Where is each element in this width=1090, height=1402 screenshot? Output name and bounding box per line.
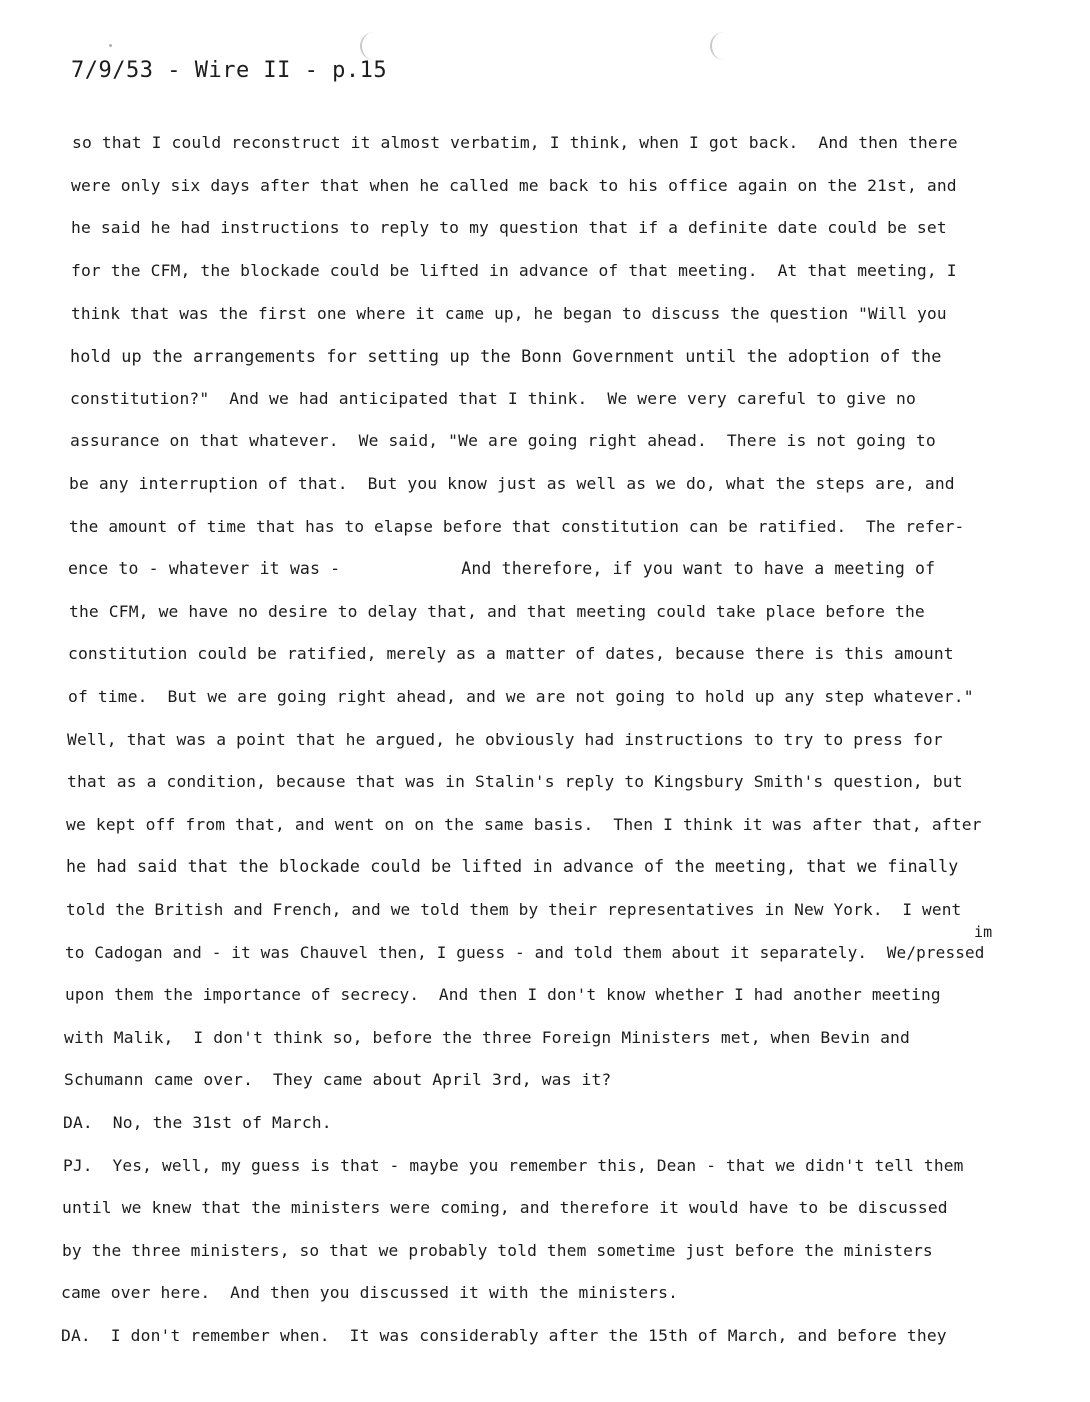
body-line: to Cadogan and - it was Chauvel then, I guess - and told them about it separately. We/pressed xyxy=(65,943,985,962)
body-line: Well, that was a point that he argued, he obviously had instructions to try to press for xyxy=(67,730,943,749)
body-line: of time. But we are going right ahead, and we are not going to hold up any step whatever." xyxy=(68,687,974,706)
body-line: think that was the first one where it came up, he began to discuss the question "Will you xyxy=(71,304,947,323)
body-line: we kept off from that, and went on on the same basis. Then I think it was after that, after xyxy=(66,815,982,834)
paper-speck xyxy=(109,44,112,47)
body-line: for the CFM, the blockade could be lifted in advance of that meeting. At that meeting, I xyxy=(71,261,957,280)
body-line: with Malik, I don't think so, before the three Foreign Ministers met, when Bevin and xyxy=(64,1028,910,1047)
speaker-line-da: DA. No, the 31st of March. xyxy=(63,1113,332,1132)
punch-hole-mark-left xyxy=(360,32,376,60)
body-line: ence to - whatever it was - And therefore, if you want to have a meeting of xyxy=(68,559,936,578)
body-line: be any interruption of that. But you know just as well as we do, what the steps are, and xyxy=(69,474,955,493)
body-line: until we knew that the ministers were coming, and therefore it would have to be discussed xyxy=(62,1198,948,1217)
page-reference-header: 7/9/53 - Wire II - p.15 xyxy=(71,58,388,83)
body-line: assurance on that whatever. We said, "We are going right ahead. There is not going to xyxy=(70,431,936,450)
body-line: were only six days after that when he called me back to his office again on the 21st, and xyxy=(71,176,957,195)
body-line: he said he had instructions to reply to my question that if a definite date could be set xyxy=(71,218,947,237)
speaker-line-da: DA. I don't remember when. It was considerably after the 15th of March, and before they xyxy=(61,1326,947,1345)
body-line: upon them the importance of secrecy. And then I don't know whether I had another meeting xyxy=(65,985,941,1004)
punch-hole-mark-right xyxy=(710,32,726,60)
body-line: came over here. And then you discussed it with the ministers. xyxy=(61,1283,679,1302)
body-line: the amount of time that has to elapse before that constitution can be ratified. The refer- xyxy=(69,517,965,536)
body-line: Schumann came over. They came about April 3rd, was it? xyxy=(64,1070,612,1089)
body-line: constitution?" And we had anticipated that I think. We were very careful to give no xyxy=(70,389,916,408)
body-line: by the three ministers, so that we probably told them sometime just before the ministers xyxy=(62,1241,933,1260)
body-line: hold up the arrangements for setting up the Bonn Government until the adoption of the xyxy=(70,346,942,366)
body-line: he had said that the blockade could be lifted in advance of the meeting, that we finally xyxy=(66,857,959,876)
body-line: the CFM, we have no desire to delay that, and that meeting could take place before the xyxy=(69,602,925,621)
body-line: that as a condition, because that was in Stalin's reply to Kingsbury Smith's question, but xyxy=(67,772,963,791)
speaker-line-pj: PJ. Yes, well, my guess is that - maybe you remember this, Dean - that we didn't tell them xyxy=(63,1156,964,1175)
body-line: constitution could be ratified, merely as a matter of dates, because there is this amount xyxy=(68,644,954,663)
body-line: so that I could reconstruct it almost verbatim, I think, when I got back. And then there xyxy=(72,133,958,152)
interlinear-insertion: im xyxy=(974,923,993,941)
body-line: told the British and French, and we told them by their representatives in New York. I went xyxy=(66,900,962,919)
